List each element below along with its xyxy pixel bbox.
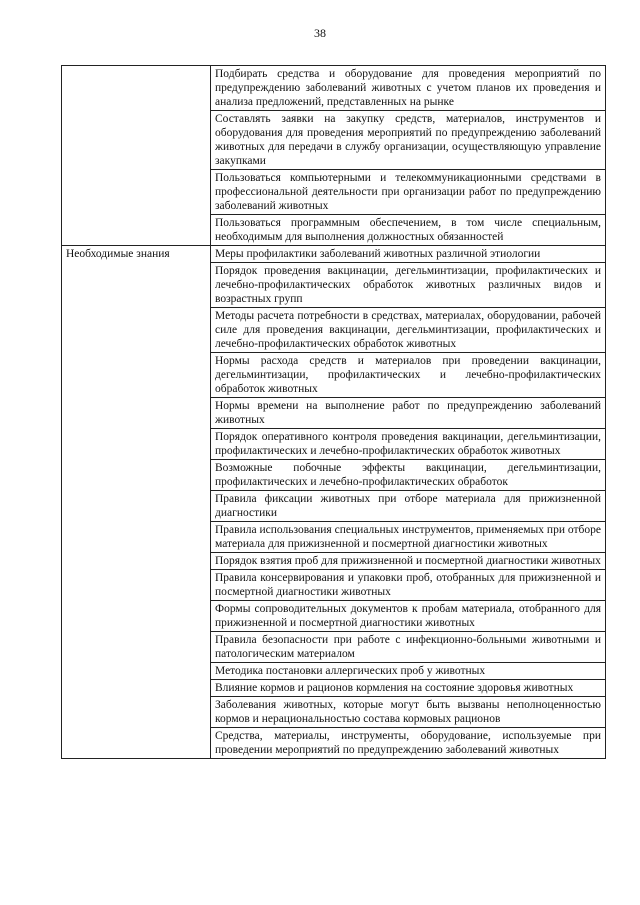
knowledge-cell: Нормы расхода средств и материалов при проведении вакцинации, дегельминтизации, профилактических и лечебно-профилактических обработок животных: [211, 353, 606, 398]
knowledge-cell: Правила консервирования и упаковки проб, отобранных для прижизненной и посмертной диагностики животных: [211, 570, 606, 601]
skill-cell: Пользоваться компьютерными и телекоммуникационными средствами в профессиональной деятельности при организации работ по предупреждению заболеваний животных: [211, 170, 606, 215]
skill-cell: Подбирать средства и оборудование для проведения мероприятий по предупреждению заболеваний животных с учетом планов их проведения и анализа предложений, представленных на рынке: [211, 66, 606, 111]
knowledge-cell: Правила использования специальных инструментов, применяемых при отборе материала для прижизненной и посмертной диагностики животных: [211, 522, 606, 553]
page-number: 38: [314, 26, 326, 40]
knowledge-cell: Формы сопроводительных документов к пробам материала, отобранного для прижизненной и посмертной диагностики животных: [211, 601, 606, 632]
empty-label-cell: [62, 66, 211, 246]
knowledge-cell: Правила фиксации животных при отборе материала для прижизненной диагностики: [211, 491, 606, 522]
knowledge-cell: Порядок взятия проб для прижизненной и посмертной диагностики животных: [211, 553, 606, 570]
knowledge-label: Необходимые знания: [62, 246, 211, 759]
competency-table: [61, 65, 606, 759]
knowledge-cell: Порядок проведения вакцинации, дегельминтизации, профилактических и лечебно-профилактических обработок животных различных видов и возрастных групп: [211, 263, 606, 308]
knowledge-cell: Меры профилактики заболеваний животных различной этиологии: [211, 246, 606, 263]
skill-cell: Пользоваться программным обеспечением, в том числе специальным, необходимым для выполнения должностных обязанностей: [211, 215, 606, 246]
knowledge-cell: Правила безопасности при работе с инфекционно-больными животными и патологическим материалом: [211, 632, 606, 663]
knowledge-cell: Влияние кормов и рационов кормления на состояние здоровья животных: [211, 680, 606, 697]
knowledge-cell: Методика постановки аллергических проб у животных: [211, 663, 606, 680]
knowledge-cell: Заболевания животных, которые могут быть вызваны неполноценностью кормов и нерациональностью состава кормовых рационов: [211, 697, 606, 728]
knowledge-cell: Средства, материалы, инструменты, оборудование, используемые при проведении мероприятий по предупреждению заболеваний животных: [211, 728, 606, 759]
table-row: [62, 246, 606, 263]
knowledge-cell: Методы расчета потребности в средствах, материалах, оборудовании, рабочей силе для проведения вакцинации, дегельминтизации, профилактических и лечебно-профилактических обработок животных: [211, 308, 606, 353]
skill-cell: Составлять заявки на закупку средств, материалов, инструментов и оборудования для проведения мероприятий по предупреждению заболеваний животных для передачи в службу организации, осуществляющую управление закупками: [211, 111, 606, 170]
table-row: [62, 66, 606, 111]
knowledge-cell: Возможные побочные эффекты вакцинации, дегельминтизации, профилактических и лечебно-профилактических обработок: [211, 460, 606, 491]
knowledge-cell: Нормы времени на выполнение работ по предупреждению заболеваний животных: [211, 398, 606, 429]
knowledge-cell: Порядок оперативного контроля проведения вакцинации, дегельминтизации, профилактических и лечебно-профилактических обработок животных: [211, 429, 606, 460]
